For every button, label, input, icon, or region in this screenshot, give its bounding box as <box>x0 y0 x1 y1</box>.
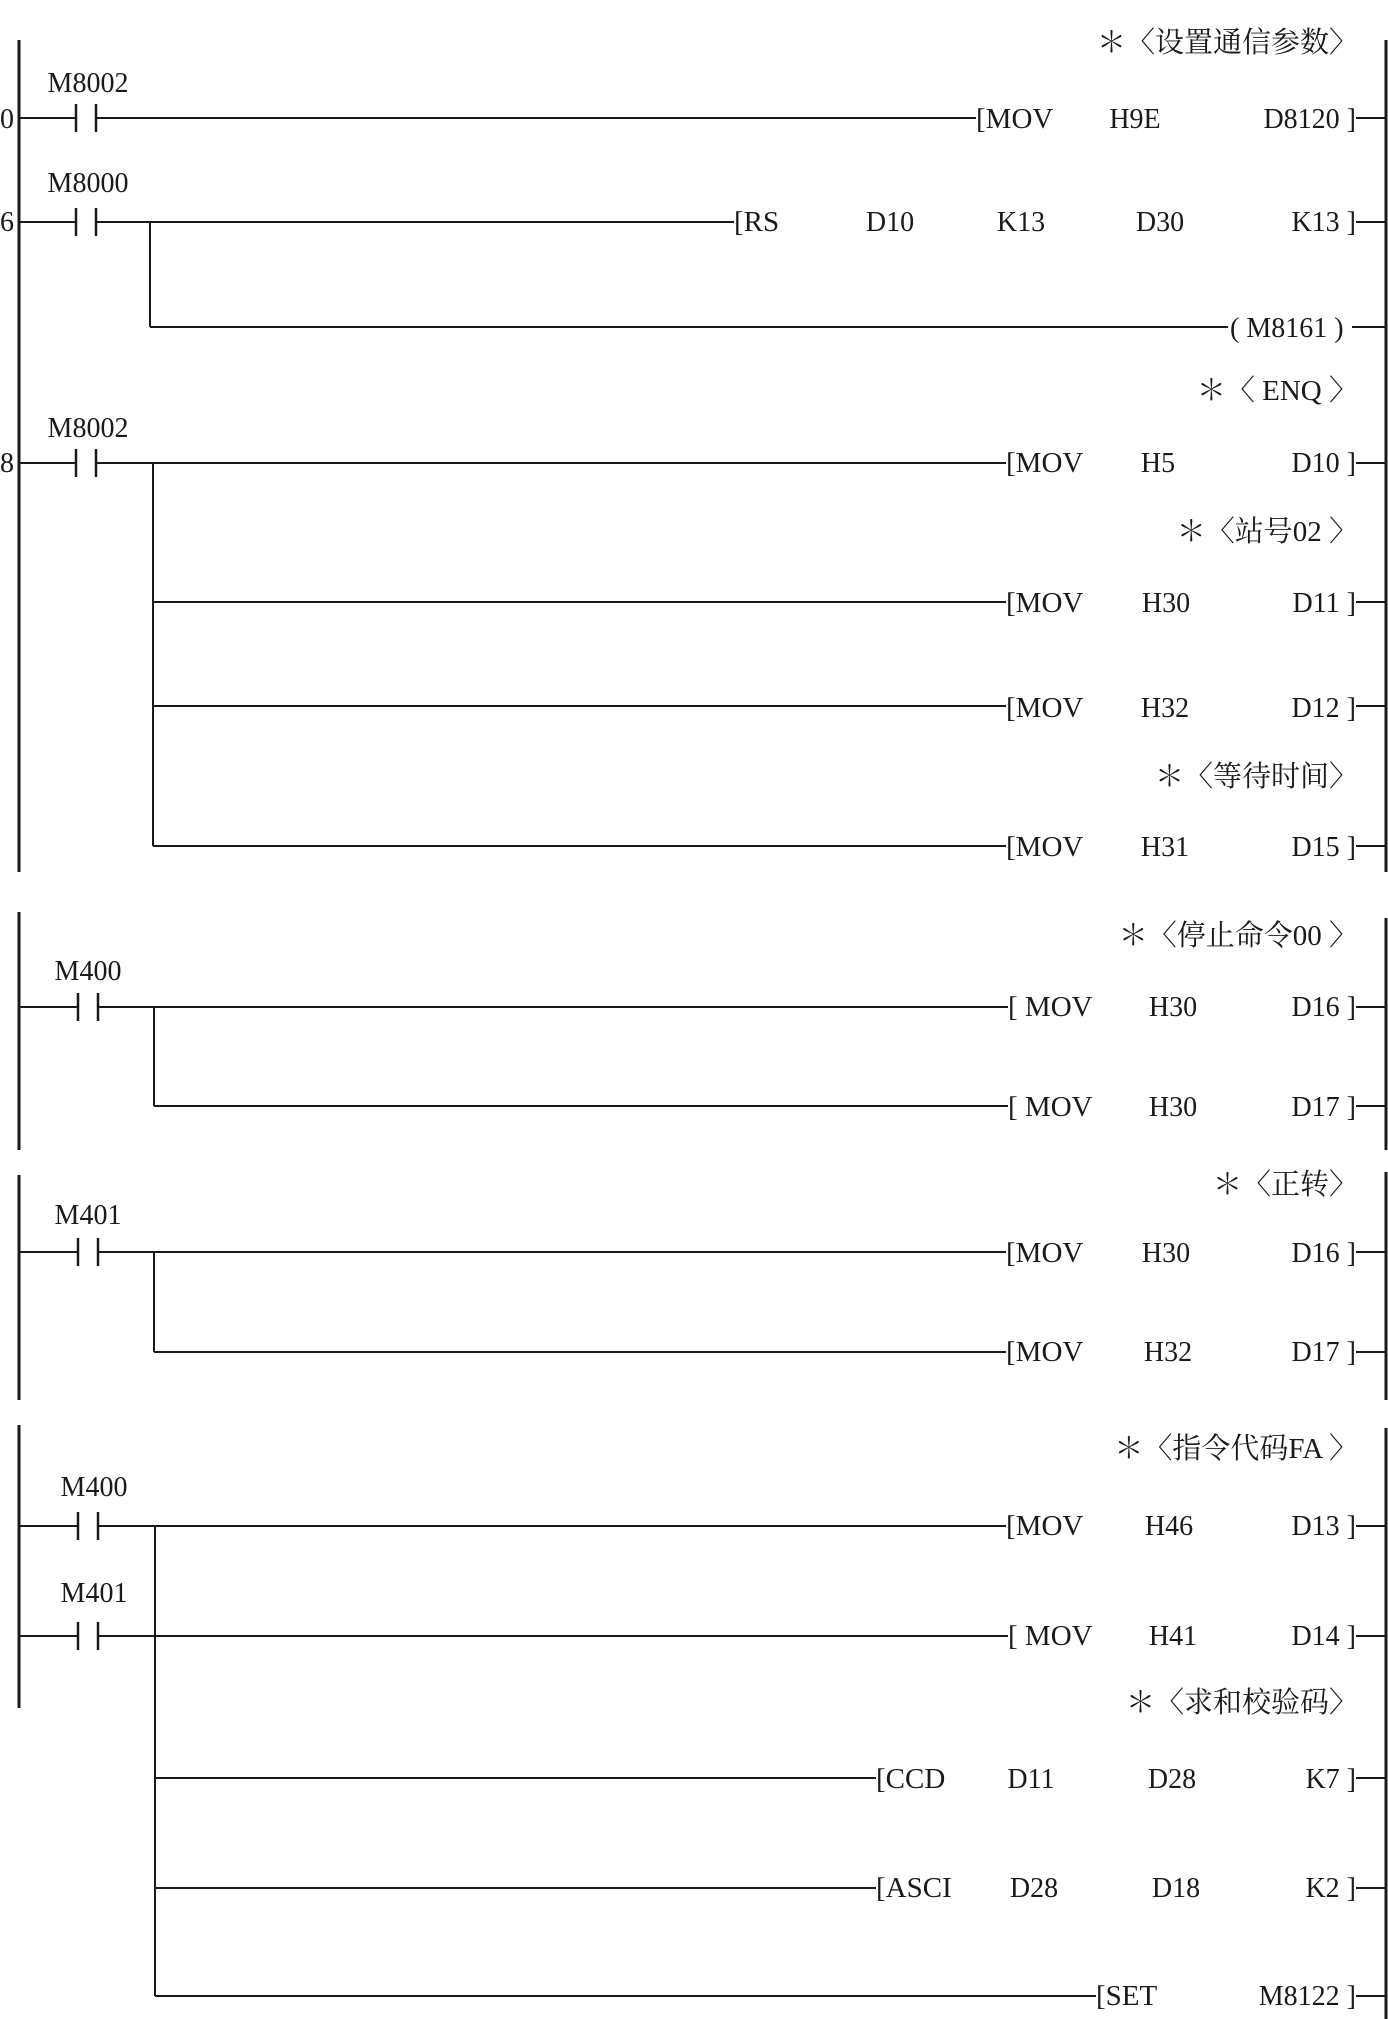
instruction-operand: H46 <box>1144 1511 1194 1542</box>
instruction-operand: H9E <box>1109 104 1161 135</box>
step-number: 8 <box>0 448 14 479</box>
contacts <box>76 104 98 1650</box>
instruction-operand: D15 ] <box>1291 832 1356 863</box>
instruction-operand: D11 ] <box>1292 588 1356 619</box>
step-number: 6 <box>0 207 14 238</box>
instruction-op: [MOV <box>1006 1336 1084 1368</box>
no-contact-symbol <box>76 208 96 236</box>
contact-label: M401 <box>54 1200 122 1231</box>
instruction-op: [MOV <box>1006 831 1084 863</box>
rung-comment: ＊〈 ENQ 〉 <box>1196 375 1358 407</box>
contact-label: M8002 <box>47 413 129 444</box>
instruction-operand: D8120 ] <box>1263 104 1356 135</box>
instruction-operand: M8122 ] <box>1258 1981 1356 2012</box>
instruction-operand: D11 <box>1007 1764 1055 1795</box>
no-contact-symbol <box>78 1238 98 1266</box>
wiring <box>19 40 1386 2019</box>
contact-label: M400 <box>60 1472 128 1503</box>
instruction-operand: H32 <box>1143 1337 1193 1368</box>
rung-comment: ＊〈指令代码FA 〉 <box>1114 1433 1358 1465</box>
instruction-operand: D14 ] <box>1291 1621 1356 1652</box>
contact-label: M400 <box>54 956 122 987</box>
rung-comment: ＊〈正转〉 <box>1212 1169 1358 1201</box>
instruction-op: [MOV <box>1006 447 1084 479</box>
no-contact-symbol <box>78 1512 98 1540</box>
instruction-operand: D28 <box>1147 1764 1197 1795</box>
instruction-op: [MOV <box>1006 692 1084 724</box>
instruction-operand: D18 <box>1151 1873 1201 1904</box>
instruction-operand: H31 <box>1140 832 1190 863</box>
rung-comment: ＊〈站号02 〉 <box>1176 516 1358 548</box>
instruction-op: [MOV <box>976 103 1054 135</box>
instruction-operand: H30 <box>1148 1092 1198 1123</box>
instruction-op: [ASCI <box>876 1872 952 1904</box>
instruction-operand: D28 <box>1009 1873 1059 1904</box>
instruction-op: [MOV <box>1006 587 1084 619</box>
instruction-operand: H41 <box>1148 1621 1198 1652</box>
contact-label: M8000 <box>47 168 129 199</box>
instruction-operand: D10 ] <box>1291 448 1356 479</box>
instruction-op: [MOV <box>1006 1237 1084 1269</box>
instruction-operand: H5 <box>1140 448 1176 479</box>
instruction-operand: H30 <box>1141 1238 1191 1269</box>
output-coil: ( M8161 ) <box>1230 313 1344 344</box>
instruction-op: [CCD <box>876 1763 946 1795</box>
instruction-operand: K7 ] <box>1305 1764 1356 1795</box>
no-contact-symbol <box>76 449 96 477</box>
rung-comment: ＊〈等待时间〉 <box>1154 761 1358 793</box>
instruction-op: [SET <box>1096 1980 1158 2012</box>
instruction-operand: H32 <box>1140 693 1190 724</box>
no-contact-symbol <box>76 104 96 132</box>
instruction-operand: H30 <box>1148 992 1198 1023</box>
instruction-operand: K2 ] <box>1305 1873 1356 1904</box>
instruction-operand: D16 ] <box>1291 1238 1356 1269</box>
labels <box>0 26 1358 2012</box>
rung-comment: ＊〈求和校验码〉 <box>1125 1687 1358 1719</box>
instruction-operand: D30 <box>1135 207 1185 238</box>
step-number: 0 <box>0 104 14 135</box>
contact-label: M401 <box>60 1578 128 1609</box>
instruction-operand: K13 ] <box>1291 207 1356 238</box>
instruction-operand: D10 <box>865 207 915 238</box>
no-contact-symbol <box>78 993 98 1021</box>
instruction-operand: K13 <box>996 207 1046 238</box>
instruction-op: [ MOV <box>1008 1620 1093 1652</box>
instruction-operand: D17 ] <box>1291 1337 1356 1368</box>
contact-label: M8002 <box>47 68 129 99</box>
instruction-operand: D12 ] <box>1291 693 1356 724</box>
rung-comment: ＊〈停止命令00 〉 <box>1118 920 1358 952</box>
instruction-operand: D17 ] <box>1291 1092 1356 1123</box>
instruction-op: [RS <box>734 206 780 238</box>
rung-comment: ＊〈设置通信参数〉 <box>1096 27 1358 59</box>
instruction-op: [ MOV <box>1008 1091 1093 1123</box>
no-contact-symbol <box>78 1622 98 1650</box>
instruction-op: [MOV <box>1006 1510 1084 1542</box>
instruction-operand: D13 ] <box>1291 1511 1356 1542</box>
instruction-operand: H30 <box>1141 588 1191 619</box>
instruction-operand: D16 ] <box>1291 992 1356 1023</box>
instruction-op: [ MOV <box>1008 991 1093 1023</box>
